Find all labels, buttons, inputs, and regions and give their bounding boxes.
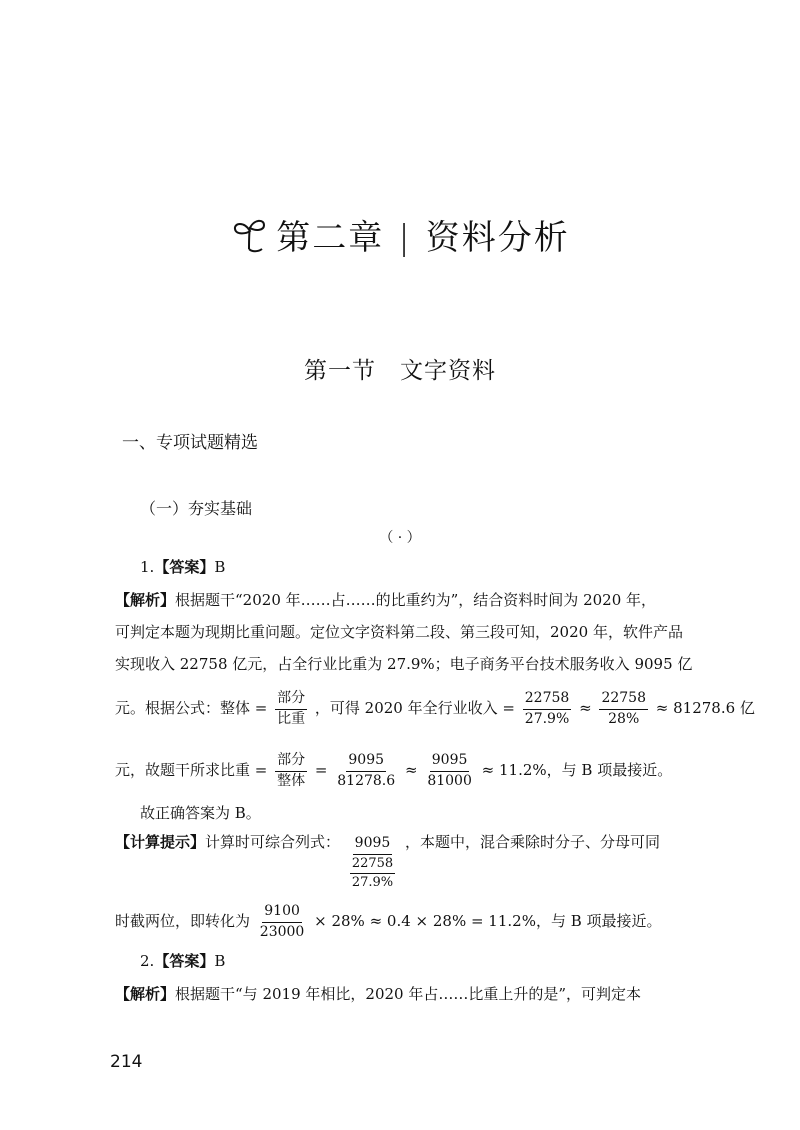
calc-text-b: ，本题中，混合乘除时分子、分母可同 bbox=[404, 833, 660, 851]
fraction-numerator: 部分 bbox=[275, 690, 307, 710]
section-title: 第一节 文字资料 bbox=[304, 358, 496, 384]
q1-answer: B bbox=[214, 558, 226, 576]
chapter-header bbox=[0, 210, 800, 264]
q1-formula-line-1 bbox=[115, 690, 755, 728]
fraction-part-over-ratio bbox=[275, 690, 307, 728]
fraction-denominator: 27.9% bbox=[524, 710, 570, 727]
fraction-numerator: 9100 bbox=[262, 903, 302, 923]
heading-level-1: 一、专项试题精选 bbox=[122, 433, 258, 453]
q2-text-1: 根据题干“与 2019 年相比，2020 年占……比重上升的是”，可判定本 bbox=[175, 985, 642, 1003]
q1-calc-hint-line-2 bbox=[115, 903, 662, 941]
calc-text-a: 计算时可综合列式： bbox=[205, 833, 341, 851]
fraction-denominator: 28% bbox=[608, 710, 640, 727]
q1-text-4c: ≈ 81278.6 亿 bbox=[655, 699, 755, 717]
heading-level-2: （一）夯实基础 bbox=[140, 499, 253, 518]
fraction-numerator: 22758 bbox=[350, 856, 395, 874]
approx-sign: ≈ bbox=[404, 761, 418, 779]
fraction-total-2 bbox=[599, 690, 648, 728]
answer-tag: 【答案】 bbox=[154, 952, 215, 970]
q1-analysis-line-2: 可判定本题为现期比重问题。定位文字资料第二段、第三段可知，2020 年，软件产品 bbox=[115, 623, 683, 641]
q1-text-4a: 元。根据公式：整体 = bbox=[115, 699, 268, 717]
q1-text-4b: ，可得 2020 年全行业收入 = bbox=[314, 699, 515, 717]
fraction-denominator: 81278.6 bbox=[337, 772, 396, 789]
q1-conclusion: 故正确答案为 B。 bbox=[140, 804, 261, 822]
fraction-numerator: 22758 bbox=[523, 690, 572, 710]
fraction-nested bbox=[348, 835, 397, 891]
q2-answer-line bbox=[140, 954, 225, 969]
analysis-tag: 【解析】 bbox=[115, 985, 176, 1003]
analysis-tag: 【解析】 bbox=[115, 591, 176, 609]
fraction-numerator: 22758 bbox=[599, 690, 648, 710]
calc2-text-a: 时截两位，即转化为 bbox=[115, 912, 251, 930]
chapter-separator: | bbox=[398, 218, 412, 258]
chapter-subtitle: 资料分析 bbox=[425, 218, 570, 258]
q1-analysis-line-1 bbox=[115, 593, 656, 608]
sprout-icon bbox=[230, 215, 270, 264]
q1-text-5b: ≈ 11.2%，与 B 项最接近。 bbox=[481, 761, 673, 779]
fraction-numerator: 9095 bbox=[430, 752, 470, 772]
fraction-inner bbox=[350, 856, 395, 892]
q1-text-5a: 元，故题干所求比重 = bbox=[115, 761, 268, 779]
fraction-denominator: 23000 bbox=[259, 923, 305, 940]
answer-tag: 【答案】 bbox=[154, 558, 215, 576]
fraction-ratio-1 bbox=[335, 752, 397, 790]
q2-answer: B bbox=[214, 952, 226, 970]
q2-number: 2. bbox=[140, 952, 155, 970]
fraction-part-over-whole bbox=[275, 752, 307, 790]
q1-answer-line bbox=[140, 560, 225, 575]
fraction-denominator bbox=[348, 855, 397, 892]
q1-calc-hint-line-1 bbox=[115, 835, 660, 891]
center-mark: （ · ） bbox=[379, 530, 421, 546]
q2-analysis-line-1 bbox=[115, 987, 641, 1002]
fraction-total-1 bbox=[523, 690, 572, 728]
fraction-denominator: 比重 bbox=[277, 710, 306, 727]
q1-analysis-line-3: 实现收入 22758 亿元，占全行业比重为 27.9%；电子商务平台技术服务收入 9095 亿 bbox=[115, 655, 693, 673]
fraction-simplified bbox=[258, 903, 307, 941]
fraction-ratio-2 bbox=[425, 752, 474, 790]
fraction-denominator: 整体 bbox=[277, 772, 306, 789]
approx-sign: ≈ bbox=[579, 699, 592, 717]
page-number: 214 bbox=[110, 1052, 143, 1072]
q1-number: 1. bbox=[140, 558, 155, 576]
q1-text-1: 根据题干“2020 年……占……的比重约为”，结合资料时间为 2020 年， bbox=[175, 591, 657, 609]
equals-sign: = bbox=[314, 761, 328, 779]
fraction-numerator: 9095 bbox=[346, 752, 386, 772]
fraction-denominator: 27.9% bbox=[351, 874, 394, 890]
chapter-title: 第二章 bbox=[276, 218, 385, 258]
fraction-numerator: 部分 bbox=[275, 752, 307, 772]
calc-hint-tag: 【计算提示】 bbox=[115, 833, 206, 851]
calc2-text-b: × 28% ≈ 0.4 × 28% = 11.2%，与 B 项最接近。 bbox=[314, 912, 662, 930]
q1-formula-line-2 bbox=[115, 752, 672, 790]
fraction-denominator: 81000 bbox=[427, 772, 472, 789]
fraction-numerator: 9095 bbox=[353, 835, 393, 855]
